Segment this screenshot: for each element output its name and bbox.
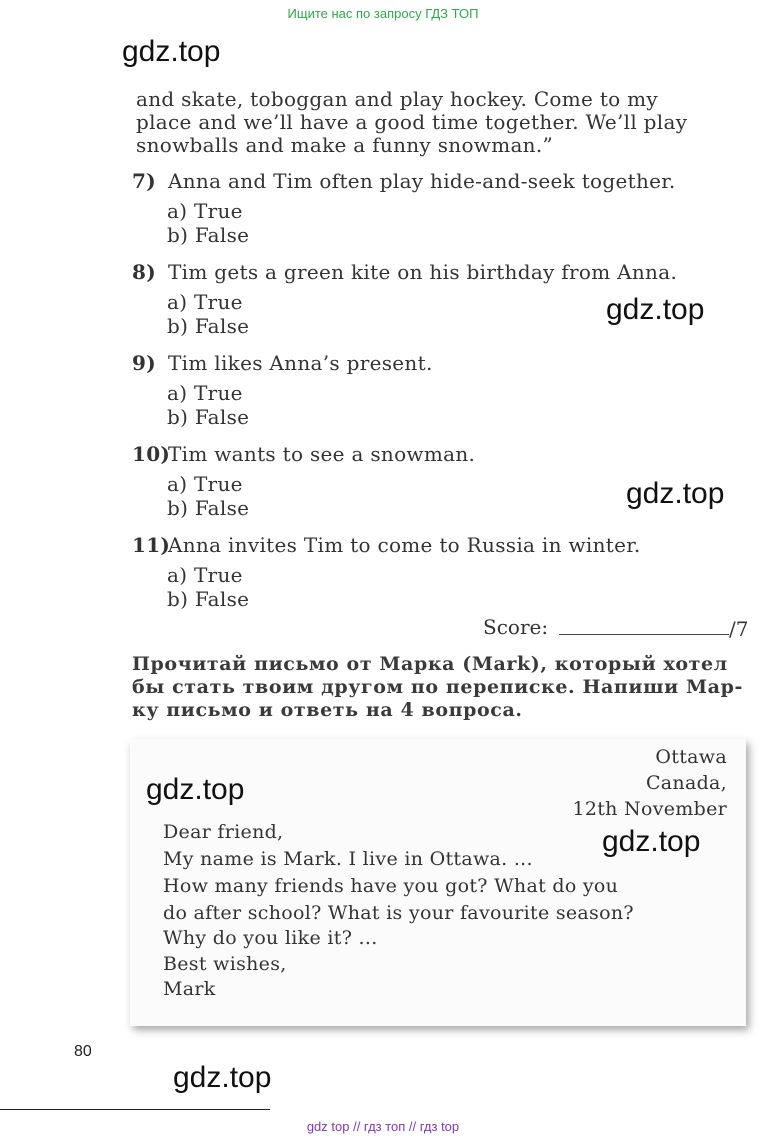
letter-line: My name is Mark. I live in Ottawa. ... (163, 848, 533, 870)
option-true[interactable]: a) True (167, 381, 243, 405)
story-line: snowballs and make a funny snowman.” (136, 133, 554, 157)
question-number: 9) (132, 351, 156, 375)
option-false[interactable]: b) False (167, 223, 250, 247)
option-false[interactable]: b) False (167, 314, 250, 338)
watermark: gdz.top (122, 35, 221, 68)
option-false[interactable]: b) False (167, 496, 250, 520)
score-label: Score: (483, 615, 549, 639)
task-line: бы стать твоим другом по переписке. Напиши Мар- (132, 676, 743, 698)
letter-date: 12th November (572, 798, 727, 820)
question-9 (132, 351, 433, 375)
option-true[interactable]: a) True (167, 290, 243, 314)
page-number: 80 (74, 1043, 92, 1060)
question-11 (132, 533, 641, 557)
letter-signature: Mark (163, 978, 216, 1000)
question-text: Anna and Tim often play hide-and-seek together. (168, 169, 676, 193)
watermark: gdz.top (146, 773, 245, 806)
letter-closing: Best wishes, (163, 953, 287, 975)
question-number: 7) (132, 169, 156, 193)
question-text: Tim wants to see a snowman. (168, 442, 476, 466)
option-false[interactable]: b) False (167, 405, 250, 429)
score-total: /7 (729, 617, 749, 641)
question-7 (132, 169, 676, 193)
letter-line: do after school? What is your favourite season? (163, 902, 634, 924)
letter-city: Ottawa (655, 746, 727, 768)
question-10 (132, 442, 475, 466)
footer-links[interactable]: gdz top // гдз топ // гдз top (306, 1119, 460, 1134)
watermark: gdz.top (606, 293, 705, 326)
story-line: and skate, toboggan and play hockey. Come to my (136, 87, 659, 111)
letter-line: How many friends have you got? What do you (163, 875, 619, 897)
story-line: place and we’ll have a good time together. We’ll play (136, 110, 688, 134)
question-number: 11) (132, 533, 171, 557)
option-true[interactable]: a) True (167, 472, 243, 496)
question-8 (132, 260, 677, 284)
question-text: Tim gets a green kite on his birthday from Anna. (168, 260, 678, 284)
question-number: 10) (132, 442, 171, 466)
letter-line: Why do you like it? ... (163, 927, 378, 949)
task-line: Прочитай письмо от Марка (Mark), который хотел (132, 653, 728, 675)
option-true[interactable]: a) True (167, 199, 243, 223)
question-text: Tim likes Anna’s present. (168, 351, 433, 375)
question-number: 8) (132, 260, 156, 284)
watermark: gdz.top (626, 477, 725, 510)
search-hint-link[interactable]: Ищите нас по запросу ГДЗ ТОП (287, 6, 479, 21)
watermark: gdz.top (602, 825, 701, 858)
footer-divider (0, 1109, 270, 1110)
letter-greeting: Dear friend, (163, 821, 284, 843)
watermark: gdz.top (173, 1061, 272, 1094)
option-false[interactable]: b) False (167, 587, 250, 611)
score-input-line[interactable] (559, 634, 729, 635)
task-line: ку письмо и ответь на 4 вопроса. (132, 699, 523, 721)
option-true[interactable]: a) True (167, 563, 243, 587)
question-text: Anna invites Tim to come to Russia in winter. (168, 533, 641, 557)
letter-country: Canada, (645, 772, 727, 794)
